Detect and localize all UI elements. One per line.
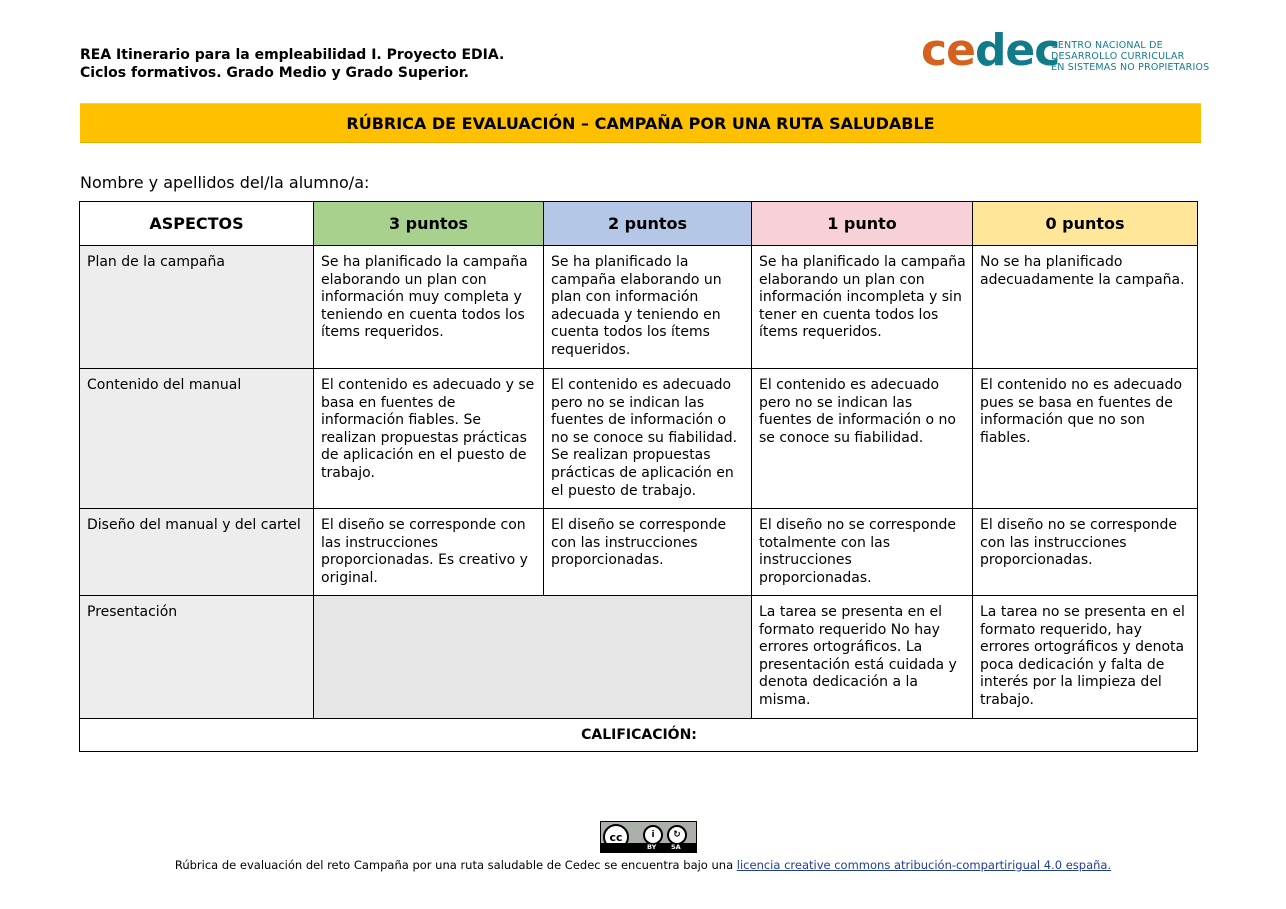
header-2-points: 2 puntos	[544, 202, 752, 246]
cc-icon: cc	[603, 824, 629, 850]
criteria-cell: El contenido es adecuado pero no se indican las fuentes de información o no se conoce su fiabilidad. Se realizan propuestas prácticas de aplicación en el puesto de trabajo.	[544, 369, 752, 509]
header-1-point: 1 punto	[752, 202, 973, 246]
rubric-title: RÚBRICA DE EVALUACIÓN – CAMPAÑA POR UNA RUTA SALUDABLE	[80, 103, 1201, 143]
rubric-table	[79, 201, 1198, 752]
logo-word: cedec	[921, 25, 1060, 76]
share-alike-icon: ↻	[667, 825, 687, 845]
person-icon: i	[643, 825, 663, 845]
table-row	[80, 509, 1198, 596]
criteria-cell: La tarea no se presenta en el formato requerido, hay errores ortográficos y denota poca dedicación y falta de interés por la limpieza del trabajo.	[973, 596, 1198, 719]
empty-cell	[314, 596, 752, 719]
header-line-2: Ciclos formativos. Grado Medio y Grado Superior.	[80, 65, 469, 81]
criteria-cell: Se ha planificado la campaña elaborando un plan con información incompleta y sin tener en cuenta todos los ítems requeridos.	[752, 246, 973, 369]
table-row	[80, 369, 1198, 509]
criteria-cell: La tarea se presenta en el formato requerido No hay errores ortográficos. La presentación está cuidada y denota dedicación a la misma.	[752, 596, 973, 719]
header-row	[80, 202, 1198, 246]
criteria-cell: El diseño se corresponde con las instrucciones proporcionadas. Es creativo y original.	[314, 509, 544, 596]
criteria-cell: El diseño no se corresponde con las instrucciones proporcionadas.	[973, 509, 1198, 596]
license-link[interactable]: licencia creative commons atribución-compartirigual 4.0 españa.	[736, 858, 1112, 872]
footer-text: Rúbrica de evaluación del reto Campaña por una ruta saludable de Cedec se encuentra bajo una	[174, 858, 737, 872]
document-header	[80, 46, 504, 82]
criteria-cell: El contenido es adecuado pero no se indican las fuentes de información o no se conoce su fiabilidad.	[752, 369, 973, 509]
criteria-cell: El contenido es adecuado y se basa en fuentes de información fiables. Se realizan propuestas prácticas de aplicación en el puesto de trabajo.	[314, 369, 544, 509]
grade-row	[80, 719, 1198, 752]
criteria-cell: Se ha planificado la campaña elaborando un plan con información muy completa y teniendo en cuenta todos los ítems requeridos.	[314, 246, 544, 369]
criteria-cell: Se ha planificado la campaña elaborando un plan con información adecuada y teniendo en cuenta todos los ítems requeridos.	[544, 246, 752, 369]
header-aspects: ASPECTOS	[80, 202, 314, 246]
cc-by-sa-icon: cc i ↻ BY SA	[600, 821, 697, 853]
header-0-points: 0 puntos	[973, 202, 1198, 246]
criteria-cell: El contenido no es adecuado pues se basa en fuentes de información que no son fiables.	[973, 369, 1198, 509]
header-3-points: 3 puntos	[314, 202, 544, 246]
aspect-cell: Contenido del manual	[80, 369, 314, 509]
aspect-cell: Diseño del manual y del cartel	[80, 509, 314, 596]
table-row	[80, 246, 1198, 369]
grade-label: CALIFICACIÓN:	[80, 719, 1198, 752]
license-footer	[0, 858, 1286, 872]
criteria-cell: El diseño se corresponde con las instrucciones proporcionadas.	[544, 509, 752, 596]
criteria-cell: El diseño no se corresponde totalmente con las instrucciones proporcionadas.	[752, 509, 973, 596]
aspect-cell: Plan de la campaña	[80, 246, 314, 369]
table-row	[80, 596, 1198, 719]
aspect-cell: Presentación	[80, 596, 314, 719]
logo-subtitle: CENTRO NACIONAL DE DESARROLLO CURRICULAR EN SISTEMAS NO PROPIETARIOS	[1051, 40, 1210, 73]
header-line-1: REA Itinerario para la empleabilidad I. Proyecto EDIA.	[80, 47, 505, 63]
criteria-cell: No se ha planificado adecuadamente la campaña.	[973, 246, 1198, 369]
student-name-label: Nombre y apellidos del/la alumno/a:	[80, 173, 370, 192]
